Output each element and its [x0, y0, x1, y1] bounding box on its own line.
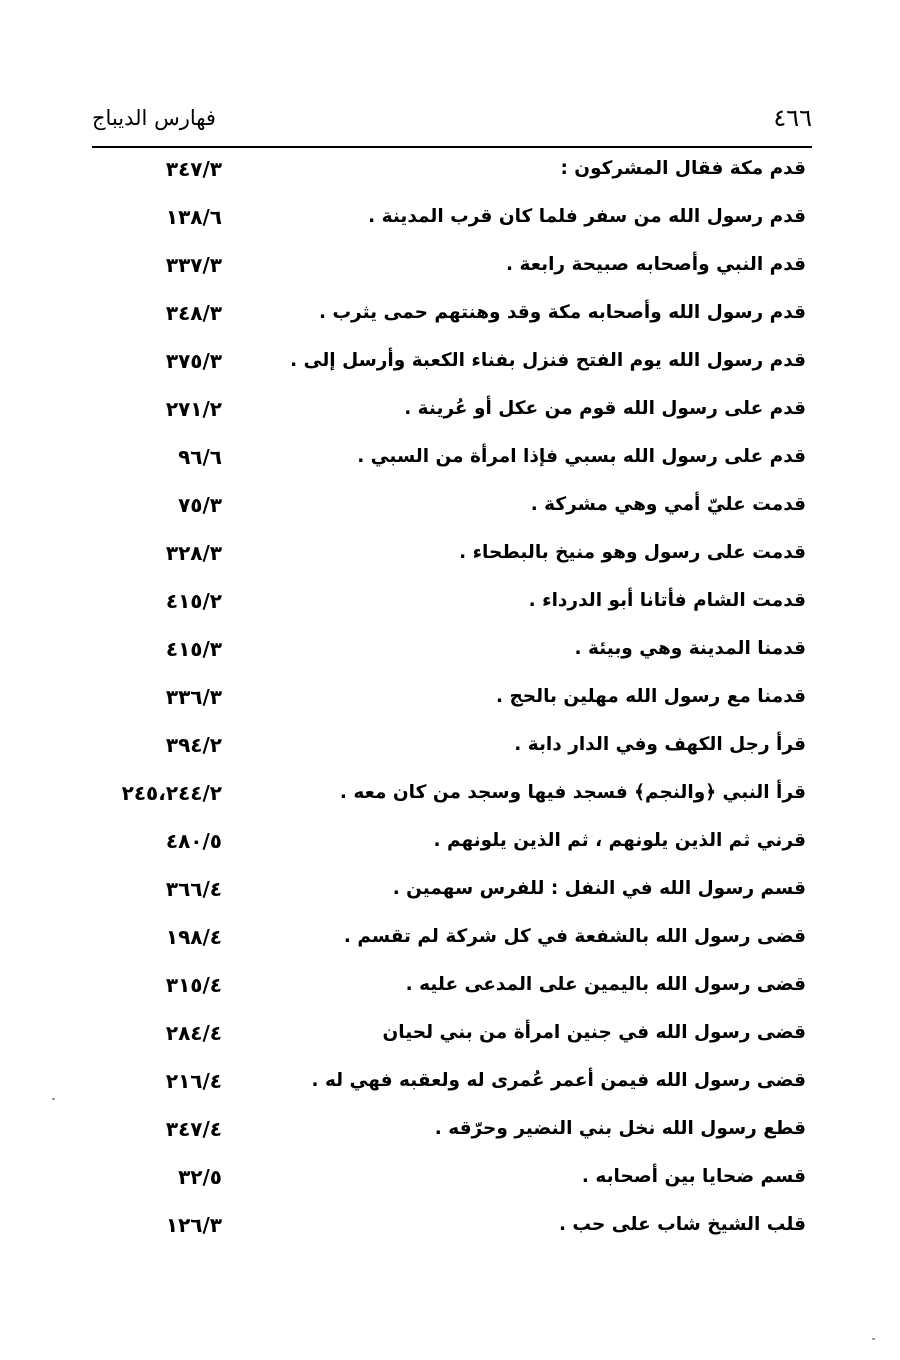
- entry-text: قدمنا المدينة وهي وبيئة .: [574, 638, 806, 659]
- entry-reference: ١٩٨/٤: [165, 925, 222, 949]
- entry-reference: ٢٨٤/٤: [165, 1021, 222, 1045]
- index-entry: [100, 196, 810, 244]
- index-entry: [100, 340, 810, 388]
- index-entry: [100, 628, 810, 676]
- entry-text: قدمنا مع رسول الله مهلين بالحج .: [496, 686, 806, 707]
- entry-reference: ١٣٨/٦: [165, 205, 222, 229]
- entry-reference: ٣٣٧/٣: [165, 253, 222, 277]
- entry-reference: ٣٤٧/٣: [165, 157, 222, 181]
- entry-reference: ٣٢٨/٣: [165, 541, 222, 565]
- entry-text: قرأ النبي ﴿والنجم﴾ فسجد فيها وسجد من كان معه .: [339, 782, 806, 803]
- index-entry: [100, 388, 810, 436]
- entry-reference: ٢٤٥،٢٤٤/٢: [121, 781, 222, 805]
- index-entry: [100, 148, 810, 196]
- entry-text: قدمت على رسول وهو منيخ بالبطحاء .: [459, 542, 806, 563]
- index-entry: [100, 292, 810, 340]
- entry-text: قدم رسول الله يوم الفتح فنزل بفناء الكعبة وأرسل إلى .: [290, 350, 806, 371]
- entry-text: قدم على رسول الله قوم من عكل أو عُرينة .: [404, 398, 806, 419]
- index-entry: [100, 916, 810, 964]
- index-entry: [100, 1060, 810, 1108]
- index-entry: [100, 484, 810, 532]
- entry-reference: ٤١٥/٢: [165, 589, 222, 613]
- entry-text: قضى رسول الله في جنين امرأة من بني لحيان: [382, 1022, 806, 1043]
- entry-text: قضى رسول الله باليمين على المدعى عليه .: [405, 974, 806, 995]
- index-entry: [100, 1156, 810, 1204]
- running-title: فهارس الديباج: [92, 106, 216, 130]
- entry-text: قدم رسول الله من سفر فلما كان قرب المدينة .: [368, 206, 806, 227]
- entry-reference: ٣٣٦/٣: [165, 685, 222, 709]
- entry-reference: ٢٧١/٢: [165, 397, 222, 421]
- entry-reference: ٣١٥/٤: [165, 973, 222, 997]
- scan-speck: [52, 1098, 55, 1100]
- entry-reference: ٣٩٤/٢: [165, 733, 222, 757]
- entry-text: قسم رسول الله في النفل : للفرس سهمين .: [392, 878, 806, 899]
- entry-text: قطع رسول الله نخل بني النضير وحرّقه .: [434, 1118, 806, 1139]
- index-entry: [100, 1108, 810, 1156]
- entry-reference: ٩٦/٦: [178, 445, 222, 469]
- entry-text: قسم ضحايا بين أصحابه .: [581, 1166, 806, 1187]
- entry-text: قدم على رسول الله بسبي فإذا امرأة من السبي .: [357, 446, 806, 467]
- entry-text: قدم رسول الله وأصحابه مكة وقد وهنتهم حمى يثرب .: [319, 302, 806, 323]
- entry-reference: ٣٤٨/٣: [165, 301, 222, 325]
- index-entry: [100, 868, 810, 916]
- entry-text: قدمت الشام فأتانا أبو الدرداء .: [528, 590, 806, 611]
- index-entries: [100, 148, 810, 1252]
- entry-reference: ٣٤٧/٤: [165, 1117, 222, 1141]
- index-entry: [100, 1012, 810, 1060]
- page-header: [92, 100, 812, 148]
- entry-text: قلب الشيخ شاب على حب .: [558, 1214, 806, 1235]
- index-entry: [100, 676, 810, 724]
- entry-reference: ٢١٦/٤: [165, 1069, 222, 1093]
- entry-text: قرأ رجل الكهف وفي الدار دابة .: [514, 734, 806, 755]
- entry-reference: ٤١٥/٣: [165, 637, 222, 661]
- page-number: ٤٦٦: [773, 104, 812, 132]
- index-entry: [100, 580, 810, 628]
- index-entry: [100, 772, 810, 820]
- entry-text: قضى رسول الله فيمن أعمر عُمرى له ولعقبه فهي له .: [311, 1070, 806, 1091]
- index-entry: [100, 244, 810, 292]
- index-entry: [100, 1204, 810, 1252]
- entry-reference: ١٢٦/٣: [165, 1213, 222, 1237]
- entry-reference: ٣٧٥/٣: [165, 349, 222, 373]
- entry-reference: ٣٢/٥: [178, 1165, 222, 1189]
- entry-reference: ٧٥/٣: [178, 493, 222, 517]
- scan-speck: [872, 1338, 875, 1340]
- entry-text: قرني ثم الذين يلونهم ، ثم الذين يلونهم .: [433, 830, 806, 851]
- entry-text: قضى رسول الله بالشفعة في كل شركة لم تقسم .: [343, 926, 806, 947]
- index-entry: [100, 436, 810, 484]
- index-entry: [100, 964, 810, 1012]
- entry-text: قدم النبي وأصحابه صبيحة رابعة .: [506, 254, 806, 275]
- entry-text: قدم مكة فقال المشركون :: [560, 158, 806, 179]
- entry-text: قدمت عليّ أمي وهي مشركة .: [530, 494, 806, 515]
- entry-reference: ٤٨٠/٥: [165, 829, 222, 853]
- index-entry: [100, 724, 810, 772]
- index-entry: [100, 532, 810, 580]
- index-entry: [100, 820, 810, 868]
- entry-reference: ٣٦٦/٤: [165, 877, 222, 901]
